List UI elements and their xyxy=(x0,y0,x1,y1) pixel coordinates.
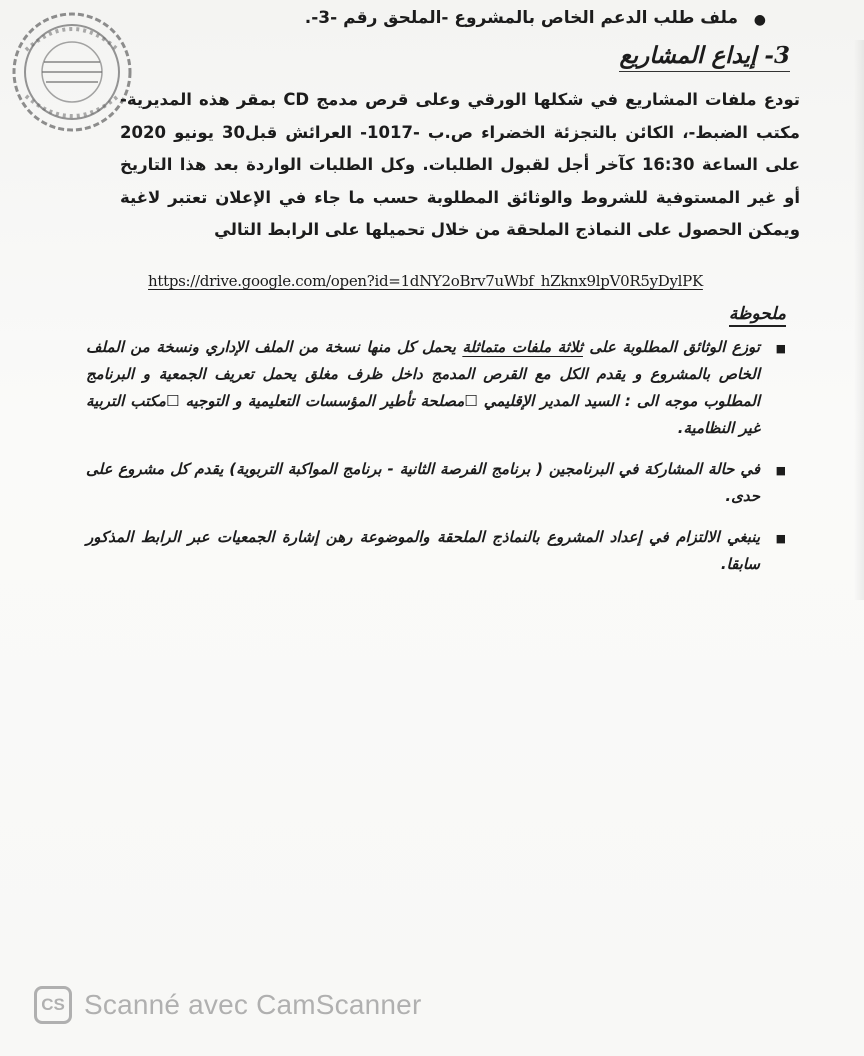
deposit-paragraph: تودع ملفات المشاريع في شكلها الورقي وعلى قرص مدمج CD بمقر هذه المديرية- مكتب الضبط-، الكائن بالتجزئة الخضراء ص.ب -1017- العرائش قبل30 يونيو 2020 على الساعة 16:30 كآخر أجل لقبول الطلبات. وكل الطلبات الواردة بعد هذا التاريخ أو غير المستوفية للشروط والوثائق المطلوبة حسب ما جاء في الإعلان تعتبر لاغية ويمكن الحصول على النماذج الملحقة من خلال تحميلها على الرابط التالي xyxy=(120,90,801,239)
note-bullet: ■ xyxy=(775,464,786,477)
camscanner-text: Scanné avec CamScanner xyxy=(84,989,422,1020)
note-bullet: ■ xyxy=(775,342,786,355)
top-bullet-dot: ● xyxy=(753,12,766,28)
note-item-2 xyxy=(86,456,786,510)
camscanner-logo-icon: CS xyxy=(34,986,72,1024)
camscanner-watermark xyxy=(34,986,421,1024)
top-bullet-text: ملف طلب الدعم الخاص بالمشروع -الملحق رقم -3-. xyxy=(304,8,738,28)
note-bullet: ■ xyxy=(775,532,786,545)
note-3-text: ينبغي الالتزام في إعداد المشروع بالنماذج الملحقة والموضوعة رهن إشارة الجمعيات عبر الرابط المذكور سابقا. xyxy=(86,528,760,573)
note-item-1 xyxy=(86,334,786,442)
note-2-text: في حالة المشاركة في البرنامجين ( برنامج الفرصة الثانية - برنامج المواكبة التربوية) يقدم كل مشروع على حدى. xyxy=(86,460,760,505)
note-1-part-c: يحمل كل منها نسخة من الملف الإداري ونسخة من الملف الخاص بالمشروع و يقدم الكل مع القرص المدمج داخل ظرف مغلق يحمل تعريف الجمعية و البرنامج المطلوب موجه الى : السيد المدير الإقليمي ☐مصلحة تأطير المؤسسات التعليمية و التوجيه ☐مكتب التربية غير النظامية. xyxy=(86,338,760,437)
section-heading: 3- إيداع المشاريع xyxy=(619,42,790,72)
note-1-emphasis: ثلاثة ملفات متماثلة xyxy=(462,338,583,356)
notes-list xyxy=(86,334,786,592)
note-item-3 xyxy=(86,524,786,578)
page-edge-shadow xyxy=(854,40,864,600)
drive-link[interactable]: https://drive.google.com/open?id=1dNY2oBrv7uWbf_hZknx9lpV0R5yDylPK xyxy=(148,272,703,290)
note-title: ملحوظة xyxy=(729,304,786,327)
note-1-part-a: توزع الوثائق المطلوبة على xyxy=(582,338,760,356)
